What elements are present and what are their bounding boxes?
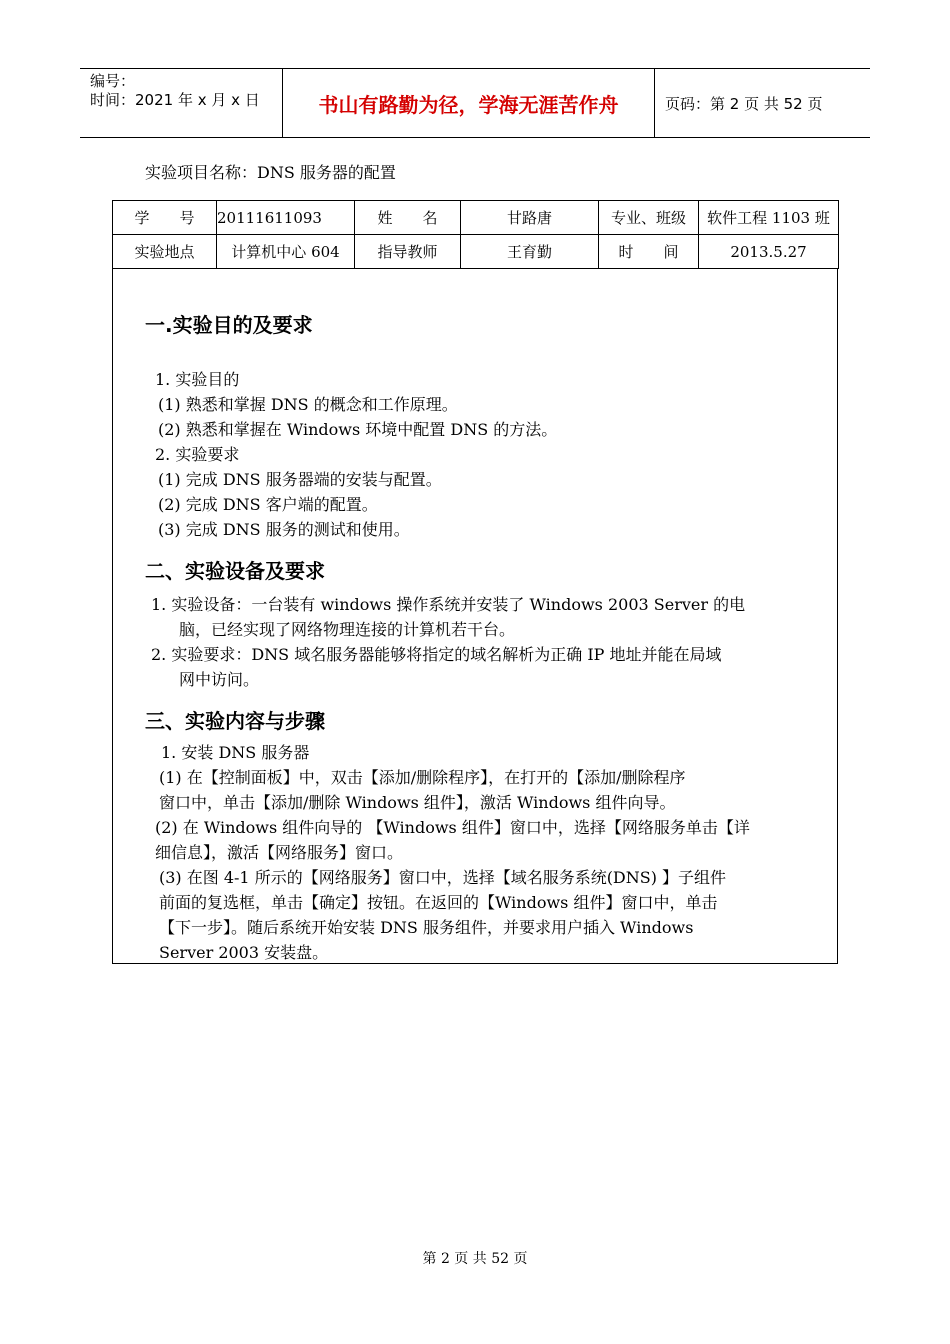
list-item: (1) 在【控制面板】中，双击【添加/删除程序】，在打开的【添加/删除程序 (159, 768, 686, 787)
number-label: 编号： (90, 72, 136, 90)
list-item: 【下一步】。随后系统开始安装 DNS 服务组件，并要求用户插入 Windows (159, 918, 694, 937)
section-heading: 一.实验目的及要求 (145, 313, 313, 337)
list-item: 网中访问。 (179, 670, 260, 689)
list-item: 细信息】，激活【网络服务】窗口。 (155, 843, 404, 862)
info-table (112, 200, 839, 269)
list-item: (2) 熟悉和掌握在 Windows 环境中配置 DNS 的方法。 (158, 420, 558, 439)
list-item: (2) 在 Windows 组件向导的 【Windows 组件】窗口中，选择【网络服务单击【详 (155, 818, 750, 837)
list-item: (3) 在图 4-1 所示的【网络服务】窗口中，选择【域名服务系统(DNS) 】子组件 (159, 868, 727, 887)
list-item: 脑，已经实现了网络物理连接的计算机若干台。 (179, 620, 516, 639)
list-item: (3) 完成 DNS 服务的测试和使用。 (158, 520, 410, 539)
list-item: 2. 实验要求：DNS 域名服务器能够将指定的域名解析为正确 IP 地址并能在局域 (151, 645, 722, 664)
list-item: 1. 实验设备：一台装有 windows 操作系统并安装了 Windows 2003 Server 的电 (151, 595, 746, 614)
cell-location-label: 实验地点 (113, 235, 217, 269)
project-title: 实验项目名称：DNS 服务器的配置 (145, 163, 396, 182)
cell-teacher: 王育勤 (461, 235, 599, 269)
header-page-info: 页码：第 2 页 共 52 页 (665, 94, 823, 113)
content-box (112, 269, 838, 964)
header-divider (654, 69, 655, 137)
list-item: 前面的复选框，单击【确定】按钮。在返回的【Windows 组件】窗口中，单击 (159, 893, 718, 912)
header-meta (80, 69, 292, 137)
header-motto: 书山有路勤为径，学海无涯苦作舟 (318, 92, 619, 117)
page-header (80, 68, 870, 138)
cell-class-label: 专业、班级 (599, 201, 699, 235)
cell-name-label: 姓 名 (355, 201, 461, 235)
cell-class: 软件工程 1103 班 (699, 201, 839, 235)
cell-time: 2013.5.27 (699, 235, 839, 269)
cell-name: 甘路唐 (461, 201, 599, 235)
list-item: (1) 熟悉和掌握 DNS 的概念和工作原理。 (158, 395, 458, 414)
cell-teacher-label: 指导教师 (355, 235, 461, 269)
list-item: (1) 完成 DNS 服务器端的安装与配置。 (158, 470, 442, 489)
section-heading: 二、实验设备及要求 (145, 559, 325, 583)
table-row (113, 201, 839, 235)
list-item: 2. 实验要求 (155, 445, 240, 464)
list-item: 1. 安装 DNS 服务器 (161, 743, 310, 762)
time-label: 时间：2021 年 x 月 x 日 (90, 91, 260, 109)
page-footer: 第 2 页 共 52 页 (422, 1251, 528, 1267)
list-item: (2) 完成 DNS 客户端的配置。 (158, 495, 378, 514)
section-heading: 三、实验内容与步骤 (145, 709, 325, 733)
cell-time-label: 时 间 (599, 235, 699, 269)
cell-location: 计算机中心 604 (217, 235, 355, 269)
cell-student-id-label: 学 号 (113, 201, 217, 235)
cell-student-id: 20111611093 (217, 201, 355, 235)
list-item: 窗口中，单击【添加/删除 Windows 组件】，激活 Windows 组件向导。 (159, 793, 676, 812)
table-row (113, 235, 839, 269)
list-item: Server 2003 安装盘。 (159, 943, 329, 962)
list-item: 1. 实验目的 (155, 370, 240, 389)
